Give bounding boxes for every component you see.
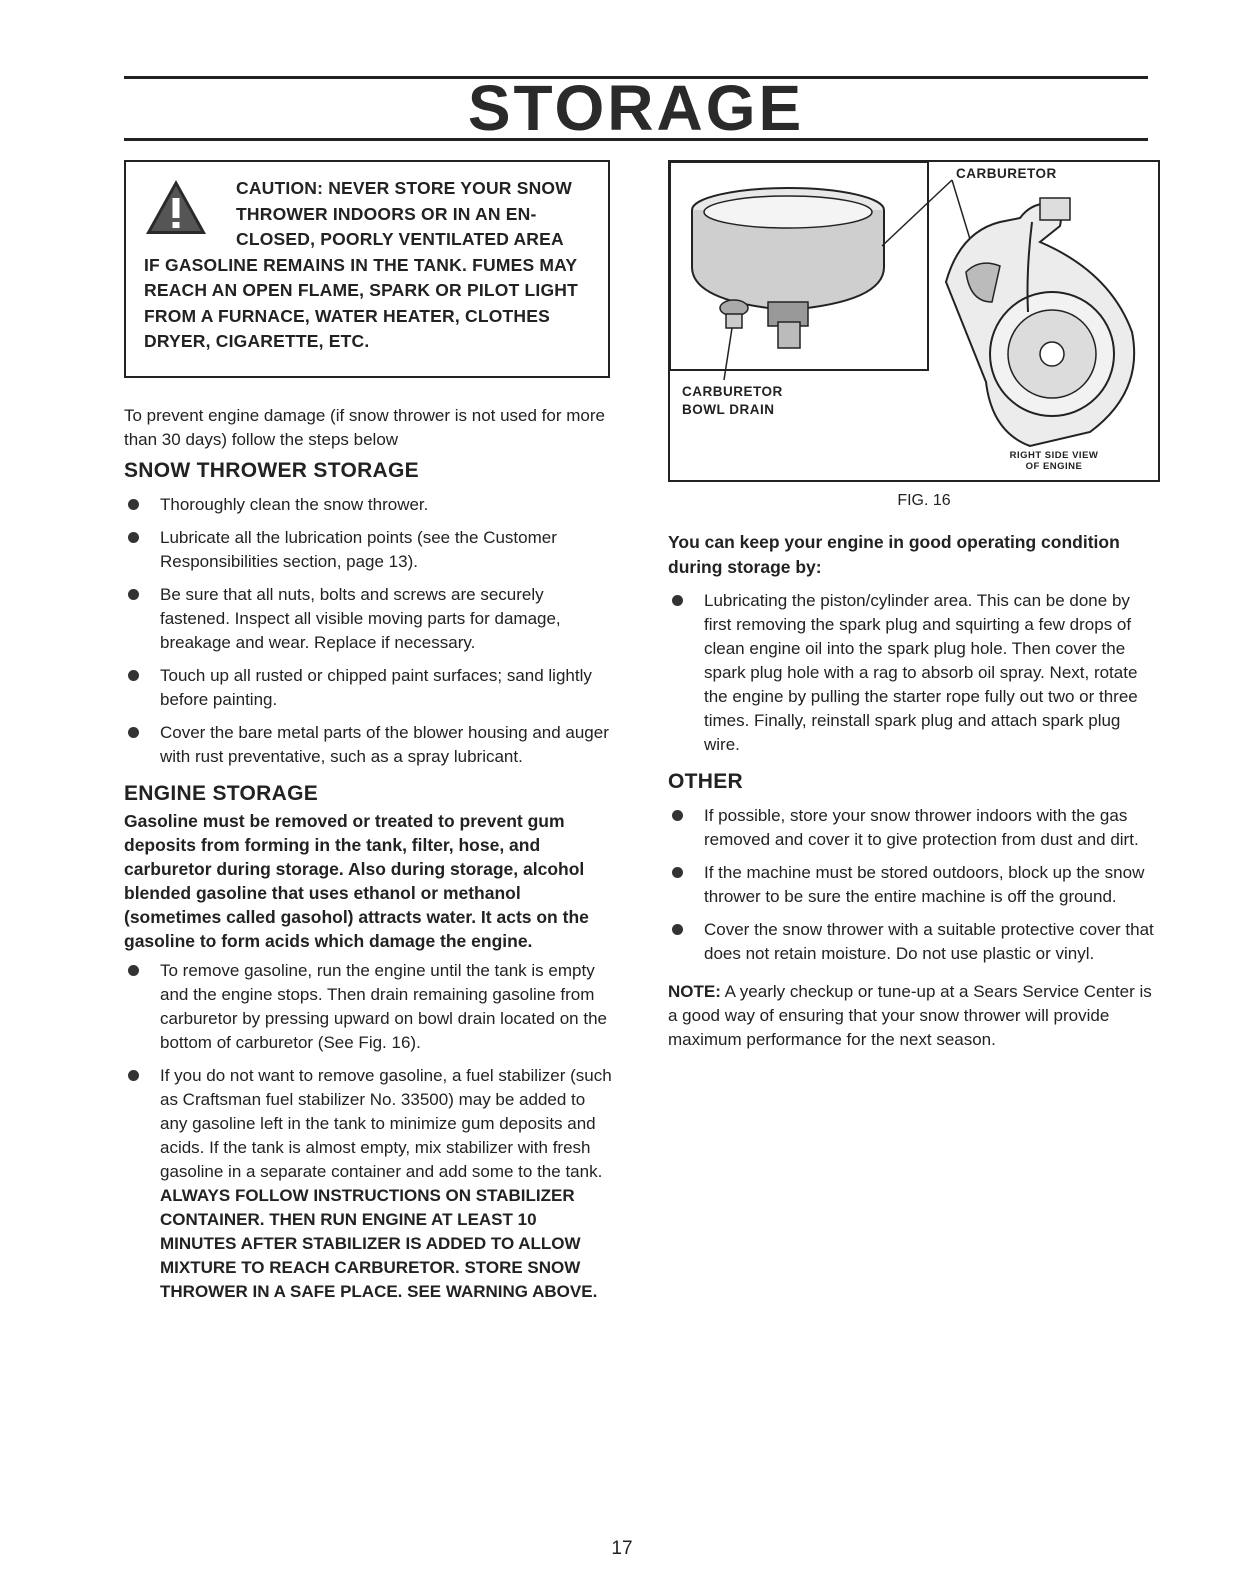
title-rule-bottom	[124, 138, 1148, 141]
snow-thrower-storage-heading: SNOW THROWER STORAGE	[124, 459, 419, 482]
caution-box	[124, 160, 610, 378]
list-item: If the machine must be stored outdoors, block up the snow thrower to be sure the entire machine is off the ground.	[668, 861, 1160, 909]
list-item: Cover the snow thrower with a suitable protective cover that does not retain moisture. Do not use plastic or vinyl.	[668, 918, 1160, 966]
bowl-drain-label-line-1: CARBURETOR	[682, 384, 783, 399]
figure-caption: FIG. 16	[897, 492, 951, 509]
carburetor-illustration	[670, 162, 1158, 480]
other-list	[668, 804, 1160, 966]
caution-continuation: IF GASOLINE REMAINS IN THE TANK. FUMES MAY REACH AN OPEN FLAME, SPARK OR PILOT LIGHT FROM A FURNACE, WATER HEATER, CLOTHES DRYER, CIGARETTE, ETC.	[144, 254, 579, 351]
side-view-label-line-2: OF ENGINE	[1025, 461, 1083, 472]
left-column	[124, 160, 616, 1304]
list-item: Be sure that all nuts, bolts and screws are securely fastened. Inspect all visible moving parts for damage, breakage and wear. Replace if necessary.	[124, 583, 616, 655]
engine-storage-heading: ENGINE STORAGE	[124, 782, 319, 805]
operating-condition-intro: You can keep your engine in good operating condition during storage by:	[668, 532, 1120, 577]
bowl-drain-label-line-2: BOWL DRAIN	[682, 402, 775, 417]
bullet-icon	[672, 867, 683, 878]
right-column	[668, 160, 1160, 1052]
bullet-icon	[128, 532, 139, 543]
caution-heading-line-3: CLOSED, POORLY VENTILATED AREA	[236, 229, 564, 249]
engine-storage-list	[124, 959, 616, 1304]
note-text: A yearly checkup or tune-up at a Sears Service Center is a good way of ensuring that your snow thrower will provide maximum performance for the next season.	[668, 982, 1152, 1049]
bullet-icon	[128, 499, 139, 510]
bullet-icon	[672, 810, 683, 821]
snow-thrower-storage-list	[124, 493, 616, 769]
list-item: Lubricate all the lubrication points (see the Customer Responsibilities section, page 13).	[124, 526, 616, 574]
operating-condition-list	[668, 589, 1160, 757]
bullet-icon	[128, 1070, 139, 1081]
bullet-icon	[128, 727, 139, 738]
bullet-icon	[128, 965, 139, 976]
list-item: To remove gasoline, run the engine until the tank is empty and the engine stops. Then drain remaining gasoline from carburetor by pressing upward on bowl drain located on the bottom of carburetor (See Fig. 16).	[124, 959, 616, 1055]
bullet-icon	[672, 924, 683, 935]
list-item: Touch up all rusted or chipped paint surfaces; sand lightly before painting.	[124, 664, 616, 712]
page-number: 17	[611, 1538, 633, 1559]
list-item: If possible, store your snow thrower indoors with the gas removed and cover it to give protection from dust and dirt.	[668, 804, 1160, 852]
engine-storage-intro: Gasoline must be removed or treated to prevent gum deposits from forming in the tank, filter, hose, and carburetor during storage. Also during storage, alcohol blended gasoline that uses ethanol or methanol (sometimes called gasohol) attracts water. It acts on the gasoline to form acids which damage the engine.	[124, 811, 589, 951]
list-item: Thoroughly clean the snow thrower.	[124, 493, 616, 517]
maintenance-note	[668, 980, 1160, 1052]
figure-16	[668, 160, 1160, 482]
list-item: Cover the bare metal parts of the blower housing and auger with rust preventative, such as a spray lubricant.	[124, 721, 616, 769]
bullet-icon	[672, 595, 683, 606]
caution-heading-line-1: CAUTION: NEVER STORE YOUR SNOW	[236, 178, 572, 198]
bullet-icon	[128, 589, 139, 600]
bullet-icon	[128, 670, 139, 681]
side-view-label-line-1: RIGHT SIDE VIEW	[1009, 450, 1099, 461]
stabilizer-warning: ALWAYS FOLLOW INSTRUCTIONS ON STABILIZER CONTAINER. THEN RUN ENGINE AT LEAST 10 MINUTES AFTER STABILIZER IS ADDED TO ALLOW MIXTURE TO REACH CARBURETOR. STORE SNOW THROWER IN A SAFE PLACE. SEE WARNING ABOVE.	[160, 1186, 598, 1301]
carburetor-label: CARBURETOR	[956, 166, 1057, 181]
list-item: If you do not want to remove gasoline, a fuel stabilizer (such as Craftsman fuel stabilizer No. 33500) may be added to any gasoline left in the tank to minimize gum deposits and acids. If the tank is almost empty, mix stabilizer with fresh gasoline in a separate container and add some to the tank. ALWAYS FOLLOW INSTRUCTIONS ON STABILIZER CONTAINER. THEN RUN ENGINE AT LEAST 10 MINUTES AFTER STABILIZER IS ADDED TO ALLOW MIXTURE TO REACH CARBURETOR. STORE SNOW THROWER IN A SAFE PLACE. SEE WARNING ABOVE.	[124, 1064, 616, 1304]
warning-triangle-icon	[144, 178, 208, 236]
caution-heading-line-2: THROWER INDOORS OR IN AN EN-	[236, 203, 537, 224]
other-heading: OTHER	[668, 770, 743, 793]
page-title: STORAGE	[467, 72, 805, 144]
list-item: Lubricating the piston/cylinder area. This can be done by first removing the spark plug and squirting a few drops of clean engine oil into the spark plug hole. Then cover the spark plug hole with a rag to absorb oil spray. Next, rotate the engine by pulling the starter rope fully out two or three times. Finally, reinstall spark plug and attach spark plug wire.	[668, 589, 1160, 757]
storage-intro: To prevent engine damage (if snow thrower is not used for more than 30 days) follow the steps below	[124, 406, 605, 449]
note-label: NOTE:	[668, 982, 721, 1001]
